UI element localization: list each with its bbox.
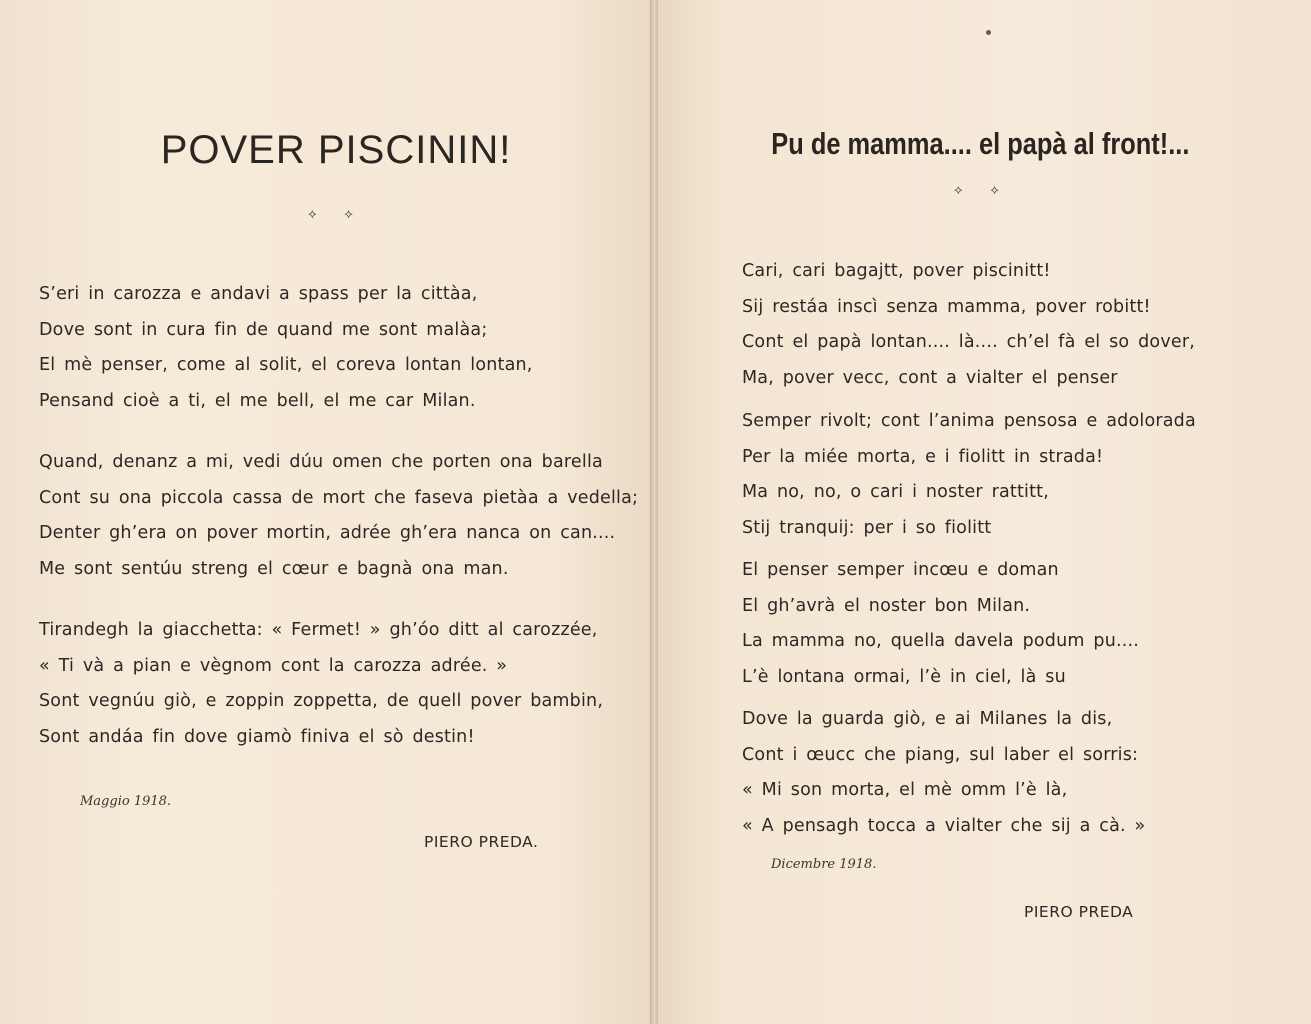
poem-line: Cont su ona piccola cassa de mort che faseva pietàa a vedella; (39, 487, 639, 508)
poem-line: El penser semper incœu e doman (742, 560, 1059, 580)
right-ornament-icon: ⟡ ⟡ (954, 182, 1011, 197)
poem-line: Cari, cari bagajtt, pover piscinitt! (742, 261, 1051, 281)
poem-line: L’è lontana ormai, l’è in ciel, là su (742, 666, 1066, 687)
poem-line: Cont el papà lontan.... là.... ch’el fà el so dover, (742, 332, 1195, 352)
left-stanza-2 (39, 445, 638, 587)
poem-line: El gh’avrà el noster bon Milan. (742, 595, 1031, 616)
left-ornament-icon: ⟡ ⟡ (308, 206, 365, 221)
poem-line: Dove la guarda giò, e ai Milanes la dis, (742, 709, 1113, 729)
right-stanza-3 (742, 553, 1139, 695)
poem-line: Cont i œucc che piang, sul laber el sorris: (742, 744, 1139, 765)
left-stanza-1 (39, 277, 533, 419)
poem-line: « Ti và a pian e vègnom cont la carozza adrée. » (39, 655, 508, 676)
right-stanza-4 (742, 702, 1145, 844)
poem-line: Quand, denanz a mi, vedi dúu omen che porten ona barella (39, 452, 603, 472)
poem-line: Sij restáa inscì senza mamma, pover robitt! (742, 296, 1151, 317)
right-signature: PIERO PREDA (1024, 903, 1134, 921)
poem-line: Dove sont in cura fin de quand me sont malàa; (39, 319, 488, 340)
poem-line: Sont andáa fin dove giamò finiva el sò destin! (39, 726, 475, 747)
left-date: Maggio 1918. (80, 794, 172, 809)
poem-line: Stij tranquij: per i so fiolitt (742, 517, 992, 538)
poem-line: Pensand cioè a ti, el me bell, el me car Milan. (39, 390, 476, 411)
poem-line: La mamma no, quella davela podum pu.... (742, 631, 1140, 651)
poem-line: S’eri in carozza e andavi a spass per la cittàa, (39, 284, 478, 304)
poem-line: Denter gh’era on pover mortin, adrée gh’era nanca on can.... (39, 523, 616, 543)
poem-line: El mè penser, come al solit, el coreva lontan lontan, (39, 355, 533, 375)
right-stanza-2 (742, 404, 1196, 546)
poem-line: Per la miée morta, e i fiolitt in strada! (742, 446, 1104, 467)
poem-line: « Mi son morta, el mè omm l’è là, (742, 780, 1068, 800)
poem-line: Sont vegnúu giò, e zoppin zoppetta, de quell pover bambin, (39, 691, 604, 711)
poem-line: Semper rivolt; cont l’anima pensosa e adolorada (742, 411, 1196, 431)
right-date: Dicembre 1918. (771, 857, 877, 872)
poem-line: Ma, pover vecc, cont a vialter el penser (742, 367, 1118, 388)
left-stanza-3 (39, 613, 603, 755)
left-poem-title: POVER PISCININ! (160, 128, 512, 172)
right-stanza-1 (742, 254, 1195, 396)
poem-line: « A pensagh tocca a vialter che sij a cà. » (742, 815, 1146, 836)
poem-line: Me sont sentúu streng el cœur e bagnà ona man. (39, 558, 509, 579)
poem-line: Ma no, no, o cari i noster rattitt, (742, 482, 1049, 502)
poem-line: Tirandegh la giacchetta: « Fermet! » gh’óo ditt al carozzée, (39, 620, 598, 640)
left-signature: PIERO PREDA. (424, 833, 539, 851)
right-poem-title: Pu de mamma.... el papà al front!... (771, 126, 1190, 161)
paper-spot (986, 30, 991, 35)
